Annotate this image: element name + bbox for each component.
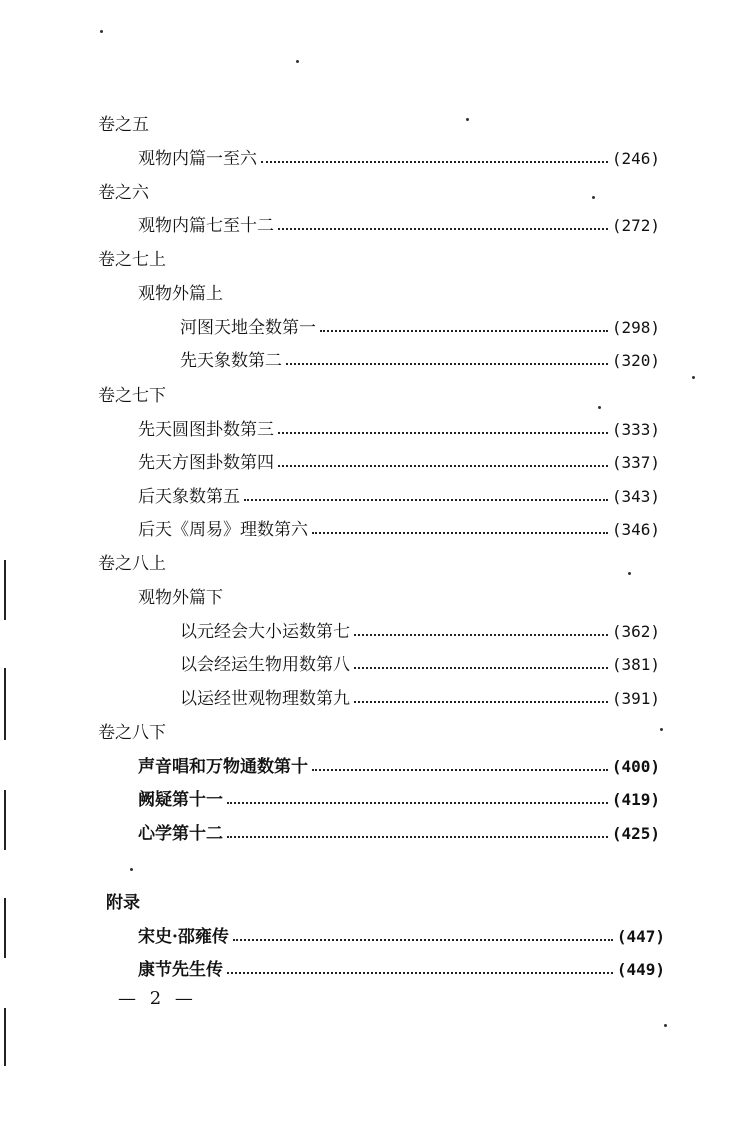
toc-entry	[180, 313, 660, 343]
scan-edge-mark	[4, 1008, 6, 1066]
scan-edge-mark	[4, 560, 6, 620]
subsection-heading: 观物外篇下	[138, 588, 223, 608]
toc-entry	[138, 819, 660, 849]
scan-speck	[628, 572, 631, 575]
dot-leader	[286, 363, 608, 365]
dot-leader	[312, 769, 608, 771]
dot-leader	[227, 836, 608, 838]
scan-speck	[296, 60, 299, 63]
entry-page: (425)	[611, 824, 660, 843]
entry-page: (272)	[611, 216, 660, 235]
scan-speck	[660, 728, 663, 731]
toc-entry	[138, 785, 660, 815]
dot-leader	[244, 499, 608, 501]
entry-title: 先天圆图卦数第三	[138, 420, 274, 440]
dot-leader	[354, 667, 608, 669]
toc-entry	[138, 415, 660, 445]
toc-entry	[180, 617, 660, 647]
toc-entry	[180, 346, 660, 376]
entry-title: 以会经运生物用数第八	[180, 655, 350, 675]
entry-page: (381)	[611, 655, 660, 674]
toc-entry	[138, 752, 660, 782]
entry-page: (333)	[611, 420, 660, 439]
entry-page: (343)	[611, 487, 660, 506]
entry-title: 观物内篇七至十二	[138, 216, 274, 236]
entry-page: (362)	[611, 622, 660, 641]
entry-title: 声音唱和万物通数第十	[138, 757, 308, 777]
toc-entry	[138, 482, 660, 512]
entry-page: (391)	[611, 689, 660, 708]
dot-leader	[278, 432, 608, 434]
dot-leader	[233, 939, 613, 941]
toc-entry	[138, 922, 665, 952]
entry-page: (246)	[611, 149, 660, 168]
appendix-heading: 附录	[106, 893, 140, 913]
dot-leader	[320, 330, 608, 332]
dot-leader	[278, 465, 608, 467]
toc-entry	[138, 955, 665, 985]
entry-title: 后天象数第五	[138, 487, 240, 507]
scan-speck	[130, 868, 133, 871]
entry-title: 后天《周易》理数第六	[138, 520, 308, 540]
page-number: — 2 —	[118, 988, 197, 1009]
entry-page: (337)	[611, 453, 660, 472]
entry-page: (449)	[616, 960, 665, 979]
section-heading: 卷之八上	[98, 554, 166, 574]
scan-speck	[466, 118, 469, 121]
entry-title: 以元经会大小运数第七	[180, 622, 350, 642]
entry-page: (298)	[611, 318, 660, 337]
dot-leader	[227, 802, 608, 804]
scan-speck	[592, 196, 595, 199]
entry-title: 心学第十二	[138, 824, 223, 844]
toc-entry	[180, 650, 660, 680]
entry-page: (400)	[611, 757, 660, 776]
scan-speck	[664, 1024, 667, 1027]
section-heading: 卷之七上	[98, 250, 166, 270]
toc-entry	[138, 144, 660, 174]
toc-entry	[180, 684, 660, 714]
entry-title: 先天象数第二	[180, 351, 282, 371]
entry-page: (419)	[611, 790, 660, 809]
entry-title: 以运经世观物理数第九	[180, 689, 350, 709]
dot-leader	[278, 228, 608, 230]
scan-speck	[100, 30, 103, 33]
entry-title: 宋史·邵雍传	[138, 927, 229, 947]
scan-edge-mark	[4, 898, 6, 958]
entry-title: 先天方图卦数第四	[138, 453, 274, 473]
toc-entry	[138, 211, 660, 241]
dot-leader	[312, 532, 608, 534]
scan-speck	[692, 376, 695, 379]
toc-entry	[138, 515, 660, 545]
entry-title: 河图天地全数第一	[180, 318, 316, 338]
toc-entry	[138, 448, 660, 478]
scan-edge-mark	[4, 668, 6, 740]
entry-page: (320)	[611, 351, 660, 370]
subsection-heading: 观物外篇上	[138, 284, 223, 304]
dot-leader	[354, 634, 608, 636]
entry-page: (447)	[616, 927, 665, 946]
dot-leader	[354, 701, 608, 703]
section-heading: 卷之五	[98, 115, 149, 135]
section-heading: 卷之八下	[98, 723, 166, 743]
scan-edge-mark	[4, 790, 6, 850]
scan-speck	[598, 406, 601, 409]
entry-title: 观物内篇一至六	[138, 149, 257, 169]
dot-leader	[261, 161, 608, 163]
entry-title: 阙疑第十一	[138, 790, 223, 810]
entry-title: 康节先生传	[138, 960, 223, 980]
entry-page: (346)	[611, 520, 660, 539]
dot-leader	[227, 972, 613, 974]
section-heading: 卷之六	[98, 183, 149, 203]
section-heading: 卷之七下	[98, 386, 166, 406]
